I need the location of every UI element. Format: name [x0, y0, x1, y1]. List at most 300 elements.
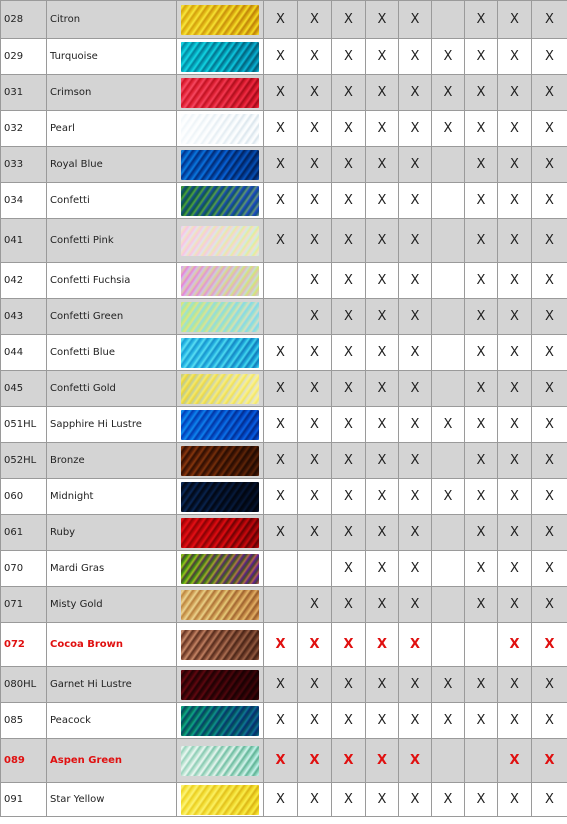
table-row [1, 111, 567, 147]
availability-mark: X [498, 335, 532, 371]
availability-mark: X [532, 39, 567, 75]
table-row [1, 515, 567, 551]
availability-mark [432, 443, 465, 479]
color-name: Aspen Green [47, 739, 177, 783]
midnight-metallic-swatch [181, 482, 259, 512]
availability-mark [465, 739, 498, 783]
availability-mark: X [432, 479, 465, 515]
availability-mark: X [264, 75, 298, 111]
availability-mark: X [366, 703, 399, 739]
availability-mark: X [532, 371, 567, 407]
table-row [1, 783, 567, 817]
availability-mark [432, 299, 465, 335]
availability-mark: X [465, 75, 498, 111]
availability-mark [264, 299, 298, 335]
confetti-fuchsia-swatch [181, 266, 259, 296]
availability-mark: X [498, 1, 532, 39]
swatch-cell [177, 443, 264, 479]
availability-mark [264, 263, 298, 299]
color-name: Cocoa Brown [47, 623, 177, 667]
color-code: 045 [1, 371, 47, 407]
availability-mark: X [532, 147, 567, 183]
swatch-cell [177, 407, 264, 443]
color-name: Citron [47, 1, 177, 39]
availability-mark: X [532, 111, 567, 147]
swatch-cell [177, 263, 264, 299]
swatch-cell [177, 703, 264, 739]
availability-mark: X [366, 371, 399, 407]
availability-mark [432, 219, 465, 263]
table-row [1, 219, 567, 263]
availability-mark: X [264, 183, 298, 219]
availability-mark: X [264, 739, 298, 783]
availability-mark: X [332, 739, 366, 783]
confetti-multicolor-swatch [181, 186, 259, 216]
misty-gold-swatch [181, 590, 259, 620]
royal-blue-metallic-swatch [181, 150, 259, 180]
color-name: Pearl [47, 111, 177, 147]
availability-mark [298, 551, 332, 587]
confetti-pink-swatch [181, 226, 259, 256]
availability-mark [432, 739, 465, 783]
swatch-cell [177, 371, 264, 407]
availability-mark [432, 515, 465, 551]
availability-mark: X [532, 263, 567, 299]
availability-mark: X [332, 443, 366, 479]
color-name: Royal Blue [47, 147, 177, 183]
availability-mark: X [332, 407, 366, 443]
availability-mark: X [498, 783, 532, 817]
availability-mark: X [532, 703, 567, 739]
availability-mark: X [465, 299, 498, 335]
availability-mark: X [298, 39, 332, 75]
availability-mark: X [532, 335, 567, 371]
cocoa-brown-swatch [181, 630, 259, 660]
availability-mark: X [366, 667, 399, 703]
availability-mark: X [264, 667, 298, 703]
availability-mark: X [532, 1, 567, 39]
color-name: Garnet Hi Lustre [47, 667, 177, 703]
availability-mark: X [264, 783, 298, 817]
color-code: 044 [1, 335, 47, 371]
availability-mark: X [332, 551, 366, 587]
availability-mark: X [366, 443, 399, 479]
availability-mark: X [366, 623, 399, 667]
ruby-metallic-swatch [181, 518, 259, 548]
availability-mark: X [532, 551, 567, 587]
color-code: 060 [1, 479, 47, 515]
availability-mark: X [366, 219, 399, 263]
color-name: Confetti Green [47, 299, 177, 335]
availability-mark: X [264, 219, 298, 263]
availability-mark: X [399, 263, 432, 299]
availability-mark: X [298, 407, 332, 443]
availability-mark: X [332, 667, 366, 703]
availability-mark [432, 587, 465, 623]
availability-mark: X [332, 335, 366, 371]
color-code: 089 [1, 739, 47, 783]
availability-mark: X [399, 479, 432, 515]
availability-mark: X [298, 75, 332, 111]
availability-mark: X [465, 407, 498, 443]
color-code: 051HL [1, 407, 47, 443]
availability-mark: X [432, 39, 465, 75]
availability-mark: X [332, 783, 366, 817]
bronze-metallic-swatch [181, 446, 259, 476]
availability-mark: X [532, 739, 567, 783]
table-row [1, 667, 567, 703]
availability-mark: X [399, 1, 432, 39]
swatch-cell [177, 183, 264, 219]
availability-mark: X [399, 703, 432, 739]
color-code: 072 [1, 623, 47, 667]
availability-mark: X [465, 263, 498, 299]
table-row [1, 183, 567, 219]
availability-mark: X [498, 551, 532, 587]
availability-mark: X [332, 219, 366, 263]
availability-mark [432, 1, 465, 39]
swatch-cell [177, 667, 264, 703]
availability-mark: X [399, 667, 432, 703]
availability-mark: X [432, 407, 465, 443]
table-row [1, 443, 567, 479]
confetti-green-swatch [181, 302, 259, 332]
availability-mark: X [366, 335, 399, 371]
confetti-gold-swatch [181, 374, 259, 404]
availability-mark: X [399, 783, 432, 817]
swatch-cell [177, 515, 264, 551]
table-row [1, 147, 567, 183]
availability-mark: X [332, 371, 366, 407]
color-name: Mardi Gras [47, 551, 177, 587]
availability-mark [432, 183, 465, 219]
color-code: 029 [1, 39, 47, 75]
color-name: Star Yellow [47, 783, 177, 817]
swatch-cell [177, 335, 264, 371]
availability-mark: X [332, 183, 366, 219]
availability-mark: X [366, 1, 399, 39]
color-code: 071 [1, 587, 47, 623]
availability-mark: X [298, 263, 332, 299]
availability-mark: X [332, 39, 366, 75]
availability-mark: X [498, 623, 532, 667]
availability-mark: X [399, 623, 432, 667]
availability-mark: X [366, 587, 399, 623]
availability-mark: X [465, 667, 498, 703]
star-yellow-swatch [181, 785, 259, 815]
table-row [1, 587, 567, 623]
table-row [1, 479, 567, 515]
availability-mark: X [366, 263, 399, 299]
availability-mark: X [465, 147, 498, 183]
color-code: 033 [1, 147, 47, 183]
availability-mark: X [298, 147, 332, 183]
availability-mark: X [298, 299, 332, 335]
availability-mark: X [366, 515, 399, 551]
availability-mark: X [298, 479, 332, 515]
availability-mark: X [399, 39, 432, 75]
availability-mark: X [399, 335, 432, 371]
color-name: Confetti [47, 183, 177, 219]
table-row [1, 551, 567, 587]
swatch-cell [177, 111, 264, 147]
availability-mark: X [399, 587, 432, 623]
availability-mark: X [532, 75, 567, 111]
availability-mark: X [366, 407, 399, 443]
availability-mark: X [332, 479, 366, 515]
swatch-cell [177, 75, 264, 111]
availability-mark: X [264, 515, 298, 551]
sapphire-metallic-swatch [181, 410, 259, 440]
availability-mark: X [465, 219, 498, 263]
availability-mark: X [298, 515, 332, 551]
availability-mark: X [366, 183, 399, 219]
availability-mark: X [432, 75, 465, 111]
table-row [1, 371, 567, 407]
availability-mark: X [498, 515, 532, 551]
color-code: 028 [1, 1, 47, 39]
availability-mark: X [298, 335, 332, 371]
availability-mark: X [332, 263, 366, 299]
availability-mark: X [465, 479, 498, 515]
availability-mark: X [432, 703, 465, 739]
availability-mark: X [532, 587, 567, 623]
availability-mark: X [465, 551, 498, 587]
availability-mark: X [366, 147, 399, 183]
availability-mark: X [532, 183, 567, 219]
color-code: 043 [1, 299, 47, 335]
availability-mark [264, 587, 298, 623]
color-code: 091 [1, 783, 47, 817]
availability-mark: X [298, 783, 332, 817]
table-row [1, 335, 567, 371]
availability-mark: X [298, 667, 332, 703]
availability-mark: X [399, 299, 432, 335]
availability-mark: X [498, 667, 532, 703]
table-body [1, 1, 567, 817]
availability-mark [432, 335, 465, 371]
availability-mark: X [465, 371, 498, 407]
availability-mark: X [264, 1, 298, 39]
swatch-cell [177, 587, 264, 623]
availability-mark: X [399, 515, 432, 551]
swatch-cell [177, 623, 264, 667]
availability-mark: X [465, 515, 498, 551]
swatch-cell [177, 147, 264, 183]
availability-mark: X [366, 111, 399, 147]
color-code: 041 [1, 219, 47, 263]
availability-mark: X [399, 75, 432, 111]
color-code: 032 [1, 111, 47, 147]
availability-mark [465, 623, 498, 667]
availability-mark: X [465, 1, 498, 39]
availability-mark: X [399, 551, 432, 587]
color-name: Midnight [47, 479, 177, 515]
availability-mark: X [366, 299, 399, 335]
swatch-cell [177, 739, 264, 783]
availability-mark: X [366, 551, 399, 587]
availability-mark: X [399, 147, 432, 183]
swatch-cell [177, 39, 264, 75]
availability-mark: X [465, 183, 498, 219]
table-row [1, 75, 567, 111]
availability-mark: X [465, 587, 498, 623]
availability-mark: X [332, 587, 366, 623]
color-code: 061 [1, 515, 47, 551]
availability-mark: X [332, 515, 366, 551]
availability-mark: X [532, 667, 567, 703]
availability-mark: X [498, 443, 532, 479]
color-name: Misty Gold [47, 587, 177, 623]
availability-mark: X [498, 299, 532, 335]
availability-mark: X [498, 183, 532, 219]
turquoise-metallic-swatch [181, 42, 259, 72]
availability-mark: X [264, 443, 298, 479]
availability-mark: X [298, 587, 332, 623]
color-name: Confetti Pink [47, 219, 177, 263]
swatch-cell [177, 299, 264, 335]
table-row [1, 739, 567, 783]
aspen-green-swatch [181, 746, 259, 776]
availability-mark: X [498, 371, 532, 407]
pearl-metallic-swatch [181, 114, 259, 144]
availability-mark: X [498, 75, 532, 111]
availability-mark: X [298, 739, 332, 783]
crimson-metallic-swatch [181, 78, 259, 108]
table-row [1, 299, 567, 335]
availability-mark: X [399, 111, 432, 147]
color-name: Confetti Blue [47, 335, 177, 371]
availability-mark: X [465, 335, 498, 371]
peacock-metallic-swatch [181, 706, 259, 736]
color-name: Confetti Gold [47, 371, 177, 407]
availability-mark: X [399, 407, 432, 443]
availability-mark: X [532, 783, 567, 817]
color-code: 031 [1, 75, 47, 111]
garnet-metallic-swatch [181, 670, 259, 700]
availability-mark: X [264, 407, 298, 443]
swatch-cell [177, 1, 264, 39]
availability-mark: X [532, 407, 567, 443]
availability-mark: X [432, 783, 465, 817]
color-code: 070 [1, 551, 47, 587]
availability-mark: X [264, 623, 298, 667]
availability-mark [432, 371, 465, 407]
availability-mark: X [332, 1, 366, 39]
availability-mark: X [498, 263, 532, 299]
table-row [1, 1, 567, 39]
availability-mark: X [298, 371, 332, 407]
availability-mark: X [399, 443, 432, 479]
availability-mark: X [532, 515, 567, 551]
color-name: Confetti Fuchsia [47, 263, 177, 299]
availability-mark: X [465, 111, 498, 147]
availability-mark: X [465, 443, 498, 479]
mardi-gras-swatch [181, 554, 259, 584]
color-code: 080HL [1, 667, 47, 703]
color-code: 042 [1, 263, 47, 299]
availability-mark: X [298, 443, 332, 479]
availability-mark [432, 551, 465, 587]
availability-mark: X [298, 111, 332, 147]
availability-mark: X [366, 75, 399, 111]
availability-mark: X [264, 39, 298, 75]
table-row [1, 407, 567, 443]
availability-mark: X [532, 299, 567, 335]
color-name: Turquoise [47, 39, 177, 75]
color-name: Sapphire Hi Lustre [47, 407, 177, 443]
availability-mark: X [532, 219, 567, 263]
color-code: 034 [1, 183, 47, 219]
availability-mark: X [366, 739, 399, 783]
availability-mark: X [498, 111, 532, 147]
availability-mark: X [498, 587, 532, 623]
availability-mark: X [366, 783, 399, 817]
swatch-cell [177, 219, 264, 263]
availability-mark: X [298, 703, 332, 739]
confetti-blue-swatch [181, 338, 259, 368]
availability-mark: X [332, 75, 366, 111]
availability-mark: X [264, 111, 298, 147]
availability-mark: X [366, 39, 399, 75]
color-name: Ruby [47, 515, 177, 551]
availability-mark: X [498, 407, 532, 443]
table-row [1, 703, 567, 739]
color-code: 052HL [1, 443, 47, 479]
availability-mark: X [298, 1, 332, 39]
availability-mark: X [465, 783, 498, 817]
availability-mark: X [399, 371, 432, 407]
availability-mark: X [264, 703, 298, 739]
availability-mark: X [532, 623, 567, 667]
availability-mark [264, 551, 298, 587]
availability-mark: X [498, 703, 532, 739]
availability-mark: X [298, 623, 332, 667]
availability-mark: X [399, 739, 432, 783]
availability-mark: X [366, 479, 399, 515]
color-code: 085 [1, 703, 47, 739]
availability-mark: X [432, 667, 465, 703]
availability-mark: X [498, 219, 532, 263]
availability-mark: X [298, 183, 332, 219]
gold-metallic-swatch [181, 5, 259, 35]
table-row [1, 623, 567, 667]
availability-mark [432, 263, 465, 299]
availability-mark: X [332, 299, 366, 335]
swatch-cell [177, 551, 264, 587]
swatch-cell [177, 479, 264, 515]
availability-mark: X [298, 219, 332, 263]
availability-mark: X [264, 335, 298, 371]
table-row [1, 263, 567, 299]
table-row [1, 39, 567, 75]
availability-mark [432, 147, 465, 183]
availability-mark: X [264, 371, 298, 407]
availability-mark: X [498, 147, 532, 183]
color-name: Bronze [47, 443, 177, 479]
availability-mark: X [264, 147, 298, 183]
color-name: Peacock [47, 703, 177, 739]
availability-mark: X [399, 183, 432, 219]
availability-mark: X [332, 703, 366, 739]
availability-mark: X [332, 623, 366, 667]
color-name: Crimson [47, 75, 177, 111]
availability-mark [432, 623, 465, 667]
availability-mark: X [264, 479, 298, 515]
availability-mark: X [432, 111, 465, 147]
availability-mark: X [498, 739, 532, 783]
availability-mark: X [498, 479, 532, 515]
